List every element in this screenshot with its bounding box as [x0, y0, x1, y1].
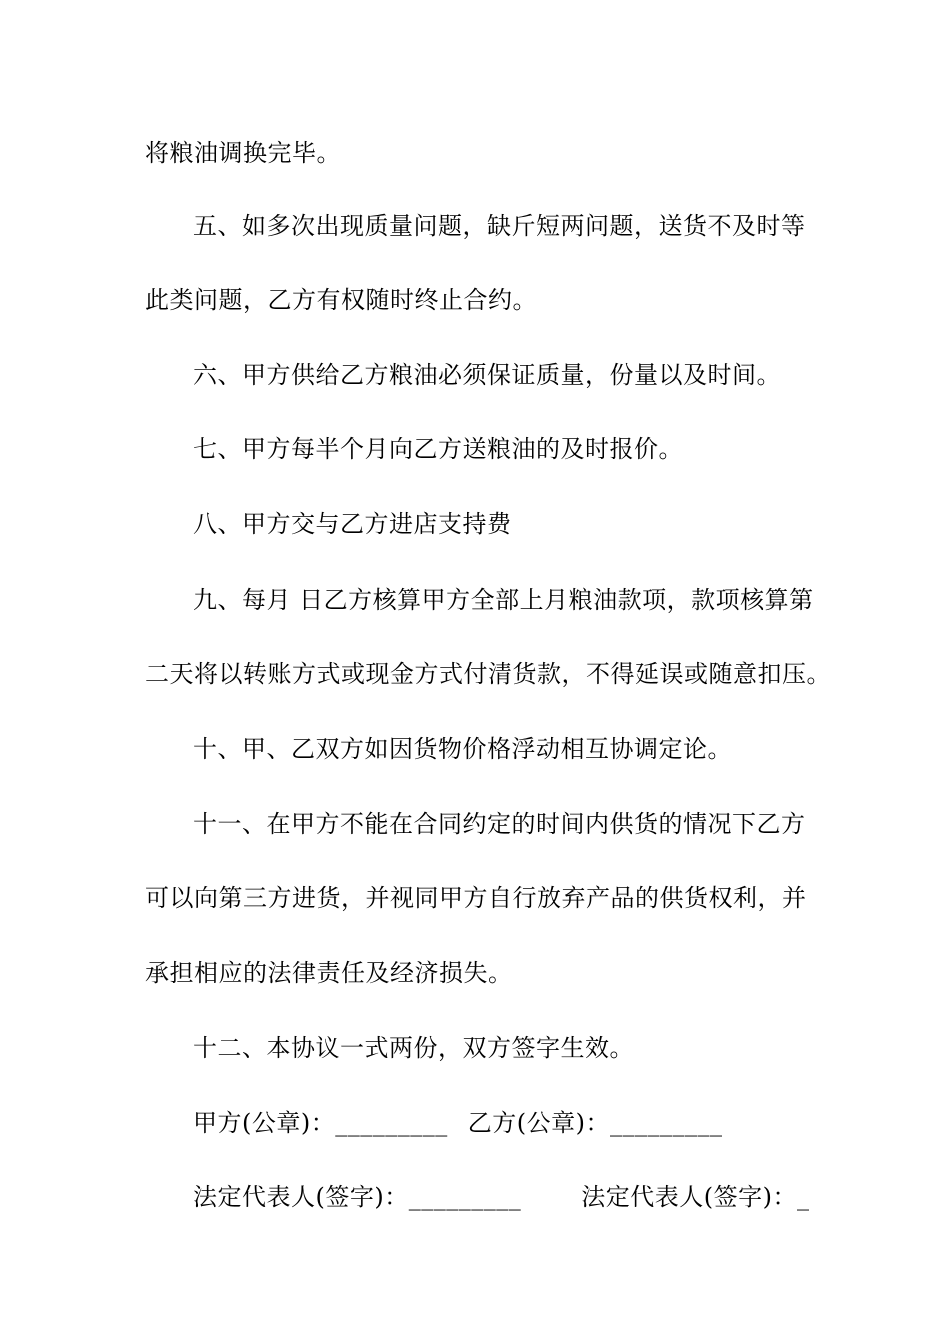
party-b-representative-field: 法定代表人(签字)：_ [581, 1183, 810, 1211]
clause-9-line-2: 二天将以转账方式或现金方式付清货款，不得延误或随意扣压。 [145, 660, 831, 688]
clause-5-line-1: 五、如多次出现质量问题，缺斤短两问题，送货不及时等 [193, 212, 806, 240]
clause-10: 十、甲、乙双方如因货物价格浮动相互协调定论。 [193, 735, 732, 763]
clause-6: 六、甲方供给乙方粮油必须保证质量，份量以及时间。 [193, 361, 781, 389]
representative-signature-row [193, 1182, 863, 1212]
clause-5-line-2: 此类问题，乙方有权随时终止合约。 [145, 286, 537, 314]
party-a-representative-field: 法定代表人(签字)：_________ [193, 1183, 522, 1211]
clause-8: 八、甲方交与乙方进店支持费 [193, 510, 512, 538]
clause-11-line-1: 十一、在甲方不能在合同约定的时间内供货的情况下乙方 [193, 810, 806, 838]
clause-12: 十二、本协议一式两份，双方签字生效。 [193, 1034, 634, 1062]
party-b-seal-field: 乙方(公章)：_________ [467, 1109, 723, 1137]
party-a-seal-field: 甲方(公章)：_________ [193, 1109, 448, 1137]
clause-11-line-2: 可以向第三方进货，并视同甲方自行放弃产品的供货权利，并 [145, 884, 807, 912]
clause-9-line-1: 九、每月 日乙方核算甲方全部上月粮油款项，款项核算第 [193, 586, 814, 614]
clause-7: 七、甲方每半个月向乙方送粮油的及时报价。 [193, 435, 683, 463]
clause-11-line-3: 承担相应的法律责任及经济损失。 [145, 959, 513, 987]
seal-signature-row [193, 1108, 863, 1138]
paragraph-line: 将粮油调换完毕。 [145, 139, 341, 167]
